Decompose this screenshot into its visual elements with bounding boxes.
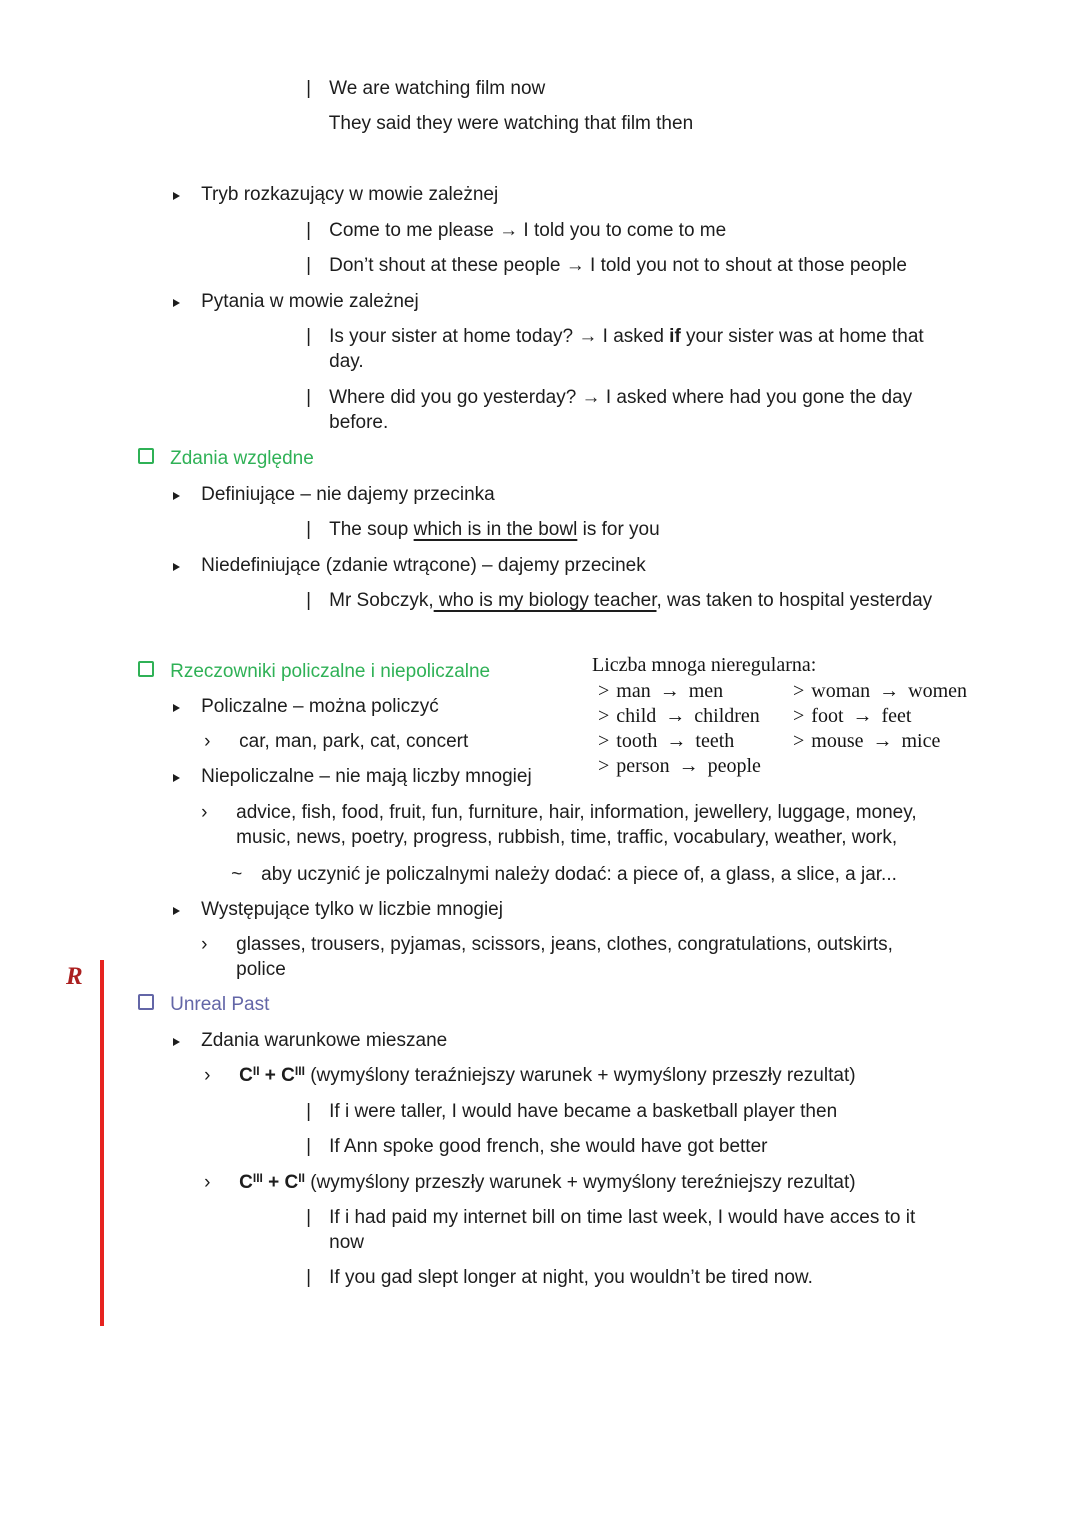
example-text: If you gad slept longer at night, you wouldn’t be tired now. xyxy=(329,1267,813,1288)
example-line xyxy=(285,1240,813,1315)
subtopic-title: Definiujące – nie dajemy przecinka xyxy=(201,484,495,505)
list-item xyxy=(180,907,893,982)
arrow-icon: → xyxy=(659,680,680,702)
plural: feet xyxy=(881,705,912,727)
formula-description: (wymyślony przeszły warunek + wymyślony tereźniejszy rezultat) xyxy=(304,1172,856,1193)
triangle-bullet-icon xyxy=(173,492,180,500)
example-text: Is your sister at home today? → I asked xyxy=(329,326,670,347)
singular: tooth xyxy=(616,730,658,752)
singular: person xyxy=(616,755,670,777)
c-symbol: C xyxy=(239,1172,253,1193)
example-text: your sister was at home that xyxy=(680,326,924,347)
gt-marker: > xyxy=(793,705,805,727)
list-item-text: car, man, park, cat, concert xyxy=(239,731,469,752)
gt-marker: > xyxy=(598,755,610,777)
singular: foot xyxy=(811,705,844,727)
section-title: Rzeczowniki policzalne i niepoliczalne xyxy=(170,661,491,682)
section-title: Unreal Past xyxy=(170,994,270,1015)
arrow-icon: → xyxy=(666,730,687,752)
singular: man xyxy=(616,680,651,702)
c-superscript: III xyxy=(252,1171,263,1185)
plural: teeth xyxy=(695,730,735,752)
pipe-marker: | xyxy=(306,519,312,540)
formula-description: (wymyślony teraźniejszy warunek + wymyślony przeszły rezultat) xyxy=(304,1065,856,1086)
c-superscript: II xyxy=(252,1064,260,1078)
triangle-bullet-icon xyxy=(173,192,180,200)
subtopic-title: Tryb rozkazujący w mowie zależnej xyxy=(201,184,499,205)
example-text: Mr Sobczyk, xyxy=(329,590,434,611)
subtopic-title: Niepoliczalne – nie mają liczby mnogiej xyxy=(201,766,532,787)
pipe-marker: | xyxy=(306,255,312,276)
list-item-text: advice, fish, food, fruit, fun, furniture, hair, information, jewellery, luggage, money, xyxy=(236,802,917,823)
arrow-icon: → xyxy=(852,705,873,727)
pipe-marker: | xyxy=(306,326,312,347)
arrow-icon: → xyxy=(872,730,893,752)
section-title: Zdania względne xyxy=(170,448,314,469)
triangle-bullet-icon xyxy=(173,1038,180,1046)
bold-word: if xyxy=(669,326,681,347)
example-text: If Ann spoke good french, she would have got better xyxy=(329,1136,768,1157)
pipe-marker: | xyxy=(306,78,312,99)
example-text: Come to me please → I told you to come to me xyxy=(329,220,727,241)
gt-marker: > xyxy=(793,730,805,752)
plus-c-symbol: + C xyxy=(262,1172,299,1193)
list-item-text: music, news, poetry, progress, rubbish, time, traffic, vocabulary, weather, work, xyxy=(236,827,898,848)
chevron-marker: › xyxy=(201,934,208,955)
example-text: is for you xyxy=(577,519,660,540)
example-text: If i were taller, I would have became a basketball player then xyxy=(329,1101,838,1122)
note-text: aby uczynić je policzalnymi należy dodać: a piece of, a glass, a slice, a jar... xyxy=(261,864,897,885)
note-title-text: Liczba mnoga nieregularna: xyxy=(592,654,817,676)
c-symbol: C xyxy=(239,1065,253,1086)
example-text: The soup xyxy=(329,519,414,540)
irregular-plural-note xyxy=(562,628,1022,777)
subtopic-title: Występujące tylko w liczbie mnogiej xyxy=(201,899,503,920)
c-superscript: III xyxy=(294,1064,305,1078)
subtopic-title: Policzalne – można policzyć xyxy=(201,696,439,717)
pipe-marker: | xyxy=(306,1207,312,1228)
tilde-marker: ~ xyxy=(231,864,243,885)
arrow-icon: → xyxy=(678,755,699,777)
example-continuation-line xyxy=(308,86,693,161)
gt-marker: > xyxy=(598,730,610,752)
plus-c-symbol: + C xyxy=(259,1065,295,1086)
margin-letter-r: R xyxy=(66,963,83,990)
pipe-marker: | xyxy=(306,220,312,241)
arrow-icon: → xyxy=(665,705,686,727)
gt-marker: > xyxy=(793,680,805,702)
chevron-marker: › xyxy=(201,802,208,823)
triangle-bullet-icon xyxy=(173,299,180,307)
chevron-marker: › xyxy=(204,731,211,752)
pipe-marker: | xyxy=(306,590,312,611)
example-text: They said they were watching that film then xyxy=(328,113,694,134)
triangle-bullet-icon xyxy=(173,563,180,571)
chevron-marker: › xyxy=(204,1065,211,1086)
irregular-plural-pair xyxy=(763,704,940,779)
plural: mice xyxy=(901,730,941,752)
singular: woman xyxy=(811,680,871,702)
triangle-bullet-icon xyxy=(173,704,180,712)
example-continuation-line xyxy=(308,385,388,460)
singular: child xyxy=(616,705,657,727)
c-superscript: II xyxy=(298,1171,305,1185)
pipe-marker: | xyxy=(306,1101,312,1122)
red-margin-line xyxy=(100,960,104,1326)
subtopic-title: Pytania w mowie zależnej xyxy=(201,291,419,312)
example-text: before. xyxy=(329,412,389,433)
underlined-clause: which is in the bowl xyxy=(413,519,578,540)
plural: people xyxy=(707,755,761,777)
pipe-marker: | xyxy=(306,1267,312,1288)
underlined-clause: who is my biology teacher xyxy=(433,590,657,611)
plural: women xyxy=(908,680,968,702)
example-text: We are watching film now xyxy=(329,78,546,99)
list-item-text: police xyxy=(236,959,286,980)
singular: mouse xyxy=(811,730,864,752)
subtopic-title: Niedefiniujące (zdanie wtrącone) – dajemy przecinek xyxy=(201,555,646,576)
chevron-marker: › xyxy=(204,1172,211,1193)
gt-marker: > xyxy=(598,680,610,702)
example-text: , was taken to hospital yesterday xyxy=(656,590,933,611)
example-text: now xyxy=(329,1232,364,1253)
gt-marker: > xyxy=(598,705,610,727)
example-text: day. xyxy=(329,351,364,372)
pipe-marker: | xyxy=(306,387,312,408)
arrow-icon: → xyxy=(879,680,900,702)
pipe-marker: | xyxy=(306,1136,312,1157)
example-text: If i had paid my internet bill on time last week, I would have acces to it xyxy=(329,1207,916,1228)
example-text: Where did you go yesterday? → I asked where had you gone the day xyxy=(329,387,913,408)
subtopic-title: Zdania warunkowe mieszane xyxy=(201,1030,448,1051)
list-item-text: glasses, trousers, pyjamas, scissors, jeans, clothes, congratulations, outskirts, xyxy=(236,934,893,955)
plural: men xyxy=(688,680,724,702)
example-text: Don’t shout at these people → I told you not to shout at those people xyxy=(329,255,907,276)
example-line xyxy=(285,563,932,638)
plural: children xyxy=(694,705,760,727)
